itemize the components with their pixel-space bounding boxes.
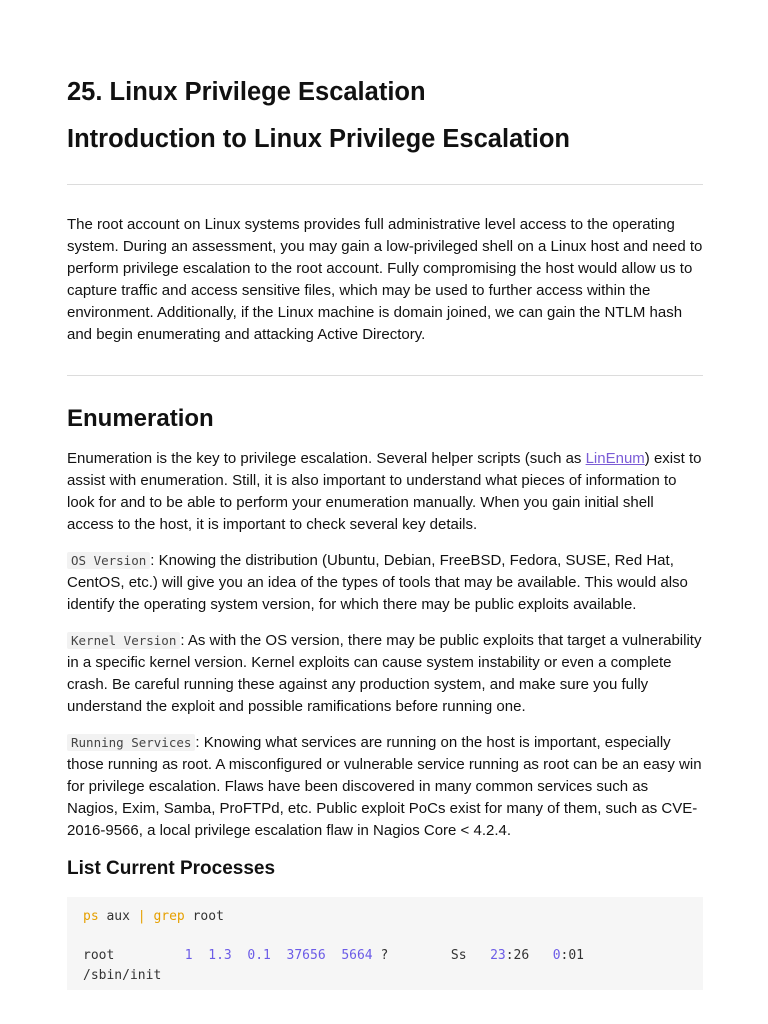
out-stat: Ss <box>450 948 467 963</box>
linenum-link[interactable]: LinEnum <box>585 450 645 467</box>
code-ps: ps <box>83 909 99 924</box>
enumeration-text-start: Enumeration is the key to privilege escalation. Several helper scripts (such as <box>67 450 586 467</box>
kernel-version-paragraph <box>67 630 703 718</box>
page-title: 25. Linux Privilege Escalation <box>67 78 426 106</box>
code-rest: root <box>184 909 224 924</box>
os-version-paragraph <box>67 550 703 616</box>
out-cpu: 1.3 <box>208 948 232 963</box>
code-grep: grep <box>153 909 185 924</box>
intro-paragraph: The root account on Linux systems provides full administrative level access to the operating system. During an assessment, you may gain a low-privileged shell on a Linux host and need to perform privilege escalation to the root account. Fully compromising the host would allow us to capture traffic and access sensitive files, which may be used to further access within the environment. Additionally, if the Linux machine is domain joined, we can gain the NTLM hash and begin enumerating and attacking Active Directory. <box>67 216 703 343</box>
out-time-h: 0 <box>552 948 561 963</box>
divider <box>67 184 703 185</box>
out-rss: 5664 <box>341 948 373 963</box>
out-start-h: 23 <box>490 948 506 963</box>
out-vsz: 37656 <box>286 948 326 963</box>
processes-heading: List Current Processes <box>67 858 276 879</box>
os-version-code: OS Version <box>67 552 150 569</box>
divider <box>67 375 703 376</box>
out-tty: ? <box>380 948 389 963</box>
kernel-version-code: Kernel Version <box>67 632 180 649</box>
enumeration-text-end: ) exist to assist with enumeration. Still, it is also important to understand what pieces of information to look for and to be able to perform your enumeration manually. When you gain initial shell access to the host, it is important to check several key details. <box>67 450 702 533</box>
out-start-m: :26 <box>505 948 530 963</box>
code-block[interactable] <box>67 897 703 990</box>
code-pipe: | <box>137 909 146 924</box>
code-args: aux <box>98 909 138 924</box>
out-mem: 0.1 <box>247 948 271 963</box>
running-services-paragraph <box>67 732 703 842</box>
out-command: /sbin/init <box>83 967 162 983</box>
running-services-text: : Knowing what services are running on the host is important, especially those running as root. A misconfigured or vulnerable service running as root can be an easy win for privilege escalation. Flaws have been discovered in many common services such as Nagios, Exim, Samba, ProFTPd, etc. Public exploit PoCs exist for many of them, such as CVE-2016-9566, a local privilege escalation flaw in Nagios Core < 4.2.4. <box>67 734 702 839</box>
out-time-m: :01 <box>560 948 584 963</box>
enumeration-heading: Enumeration <box>67 405 214 432</box>
os-version-text: : Knowing the distribution (Ubuntu, Debian, FreeBSD, Fedora, SUSE, Red Hat, CentOS, etc.) will give you an idea of the types of tools that may be available. This would also identify the operating system version, for which there may be public exploits available. <box>67 552 688 613</box>
out-pid: 1 <box>184 948 193 963</box>
enumeration-paragraph <box>67 448 703 536</box>
out-user: root <box>83 948 115 963</box>
section-title: Introduction to Linux Privilege Escalation <box>67 125 570 153</box>
kernel-version-text: : As with the OS version, there may be public exploits that target a vulnerability in a specific kernel version. Kernel exploits can cause system instability or even a complete crash. Be careful running these against any production system, and make sure you fully understand the exploit and possible ramifications before running one. <box>67 632 702 715</box>
running-services-code: Running Services <box>67 734 195 751</box>
